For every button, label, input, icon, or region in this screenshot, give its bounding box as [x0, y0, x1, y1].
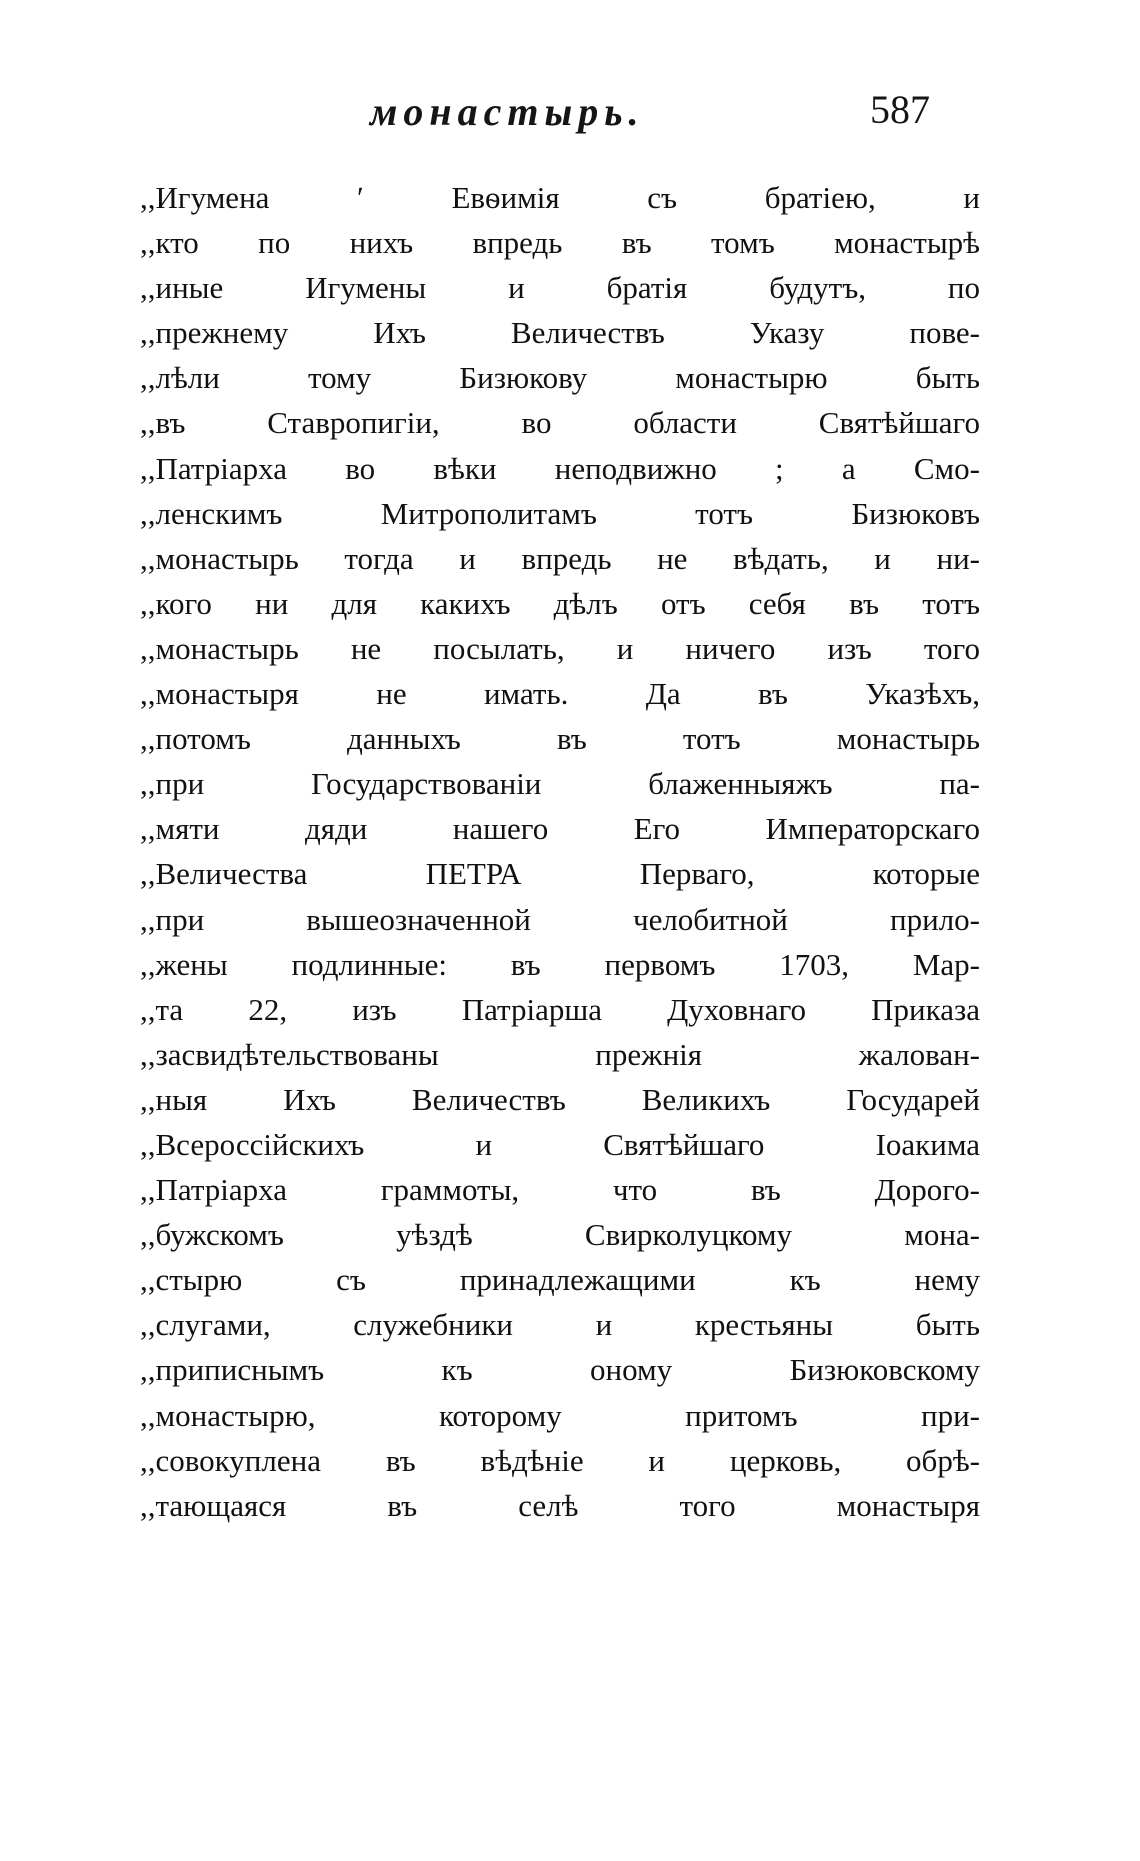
- text-line: ,,засвидѣтельствованы прежнія жалован-: [140, 1036, 980, 1072]
- text-line: ,,лѣли тому Бизюкову монастырю быть: [140, 360, 980, 396]
- text-line: ,,ныя Ихъ Величествъ Великихъ Государей: [140, 1081, 980, 1117]
- text-line: ,,монастырю, которому притомъ при-: [140, 1397, 980, 1433]
- text-line: ,,Патріарха во вѣки неподвижно ; а Смо-: [140, 450, 980, 486]
- text-line: ,,ленскимъ Митрополитамъ тотъ Бизюковъ: [140, 495, 980, 531]
- text-line: ,,Игумена ʹ Евѳимія съ братіею, и: [140, 180, 980, 215]
- text-line: ,,Всероссійскихъ и Святѣйшаго Іоакима: [140, 1126, 980, 1162]
- text-line: ,,монастыря не имать. Да въ Указѣхъ,: [140, 676, 980, 712]
- text-line: ,,кого ни для какихъ дѣлъ отъ себя въ тотъ: [140, 585, 980, 621]
- text-line: ,,прежнему Ихъ Величествъ Указу пове-: [140, 315, 980, 351]
- text-line: ,,потомъ данныхъ въ тотъ монастырь: [140, 721, 980, 757]
- text-line: ,,кто по нихъ впредь въ томъ монастырѣ: [140, 225, 980, 261]
- text-line: ,,при вышеозначенной челобитной прило-: [140, 901, 980, 937]
- text-line: ,,мяти дяди нашего Его Императорскаго: [140, 811, 980, 847]
- text-line: ,,приписнымъ къ оному Бизюковскому: [140, 1352, 980, 1388]
- text-line: ,,въ Ставропигіи, во области Святѣйшаго: [140, 405, 980, 441]
- running-head: монастырь.: [370, 89, 645, 134]
- text-line: ,,слугами, служебники и крестьяны быть: [140, 1307, 980, 1343]
- text-line: ,,Патріарха граммоты, что въ Дорого-: [140, 1172, 980, 1208]
- text-line: ,,иные Игумены и братія будутъ, по: [140, 270, 980, 306]
- text-line: ,,монастырь тогда и впредь не вѣдать, и ни-: [140, 540, 980, 576]
- text-line: ,,монастырь не посылать, и ничего изъ того: [140, 630, 980, 666]
- page-number: 587: [870, 87, 930, 132]
- text-line: ,,бужскомъ уѣздѣ Свирколуцкому мона-: [140, 1217, 980, 1253]
- text-line: ,,совокуплена въ вѣдѣніе и церковь, обрѣ-: [140, 1442, 980, 1478]
- text-line: ,,стырю съ принадлежащими къ нему: [140, 1262, 980, 1298]
- text-line: ,,Величества ПЕТРА Перваго, которые: [140, 856, 980, 892]
- text-line: ,,тающаяся въ селѣ того монастыря: [140, 1487, 980, 1523]
- text-line: ,,та 22, изъ Патріарша Духовнаго Приказа: [140, 991, 980, 1027]
- body-text: [140, 175, 980, 1528]
- text-line: ,,жены подлинные: въ первомъ 1703, Мар-: [140, 946, 980, 982]
- text-line: ,,при Государствованіи блаженныяжъ па-: [140, 766, 980, 802]
